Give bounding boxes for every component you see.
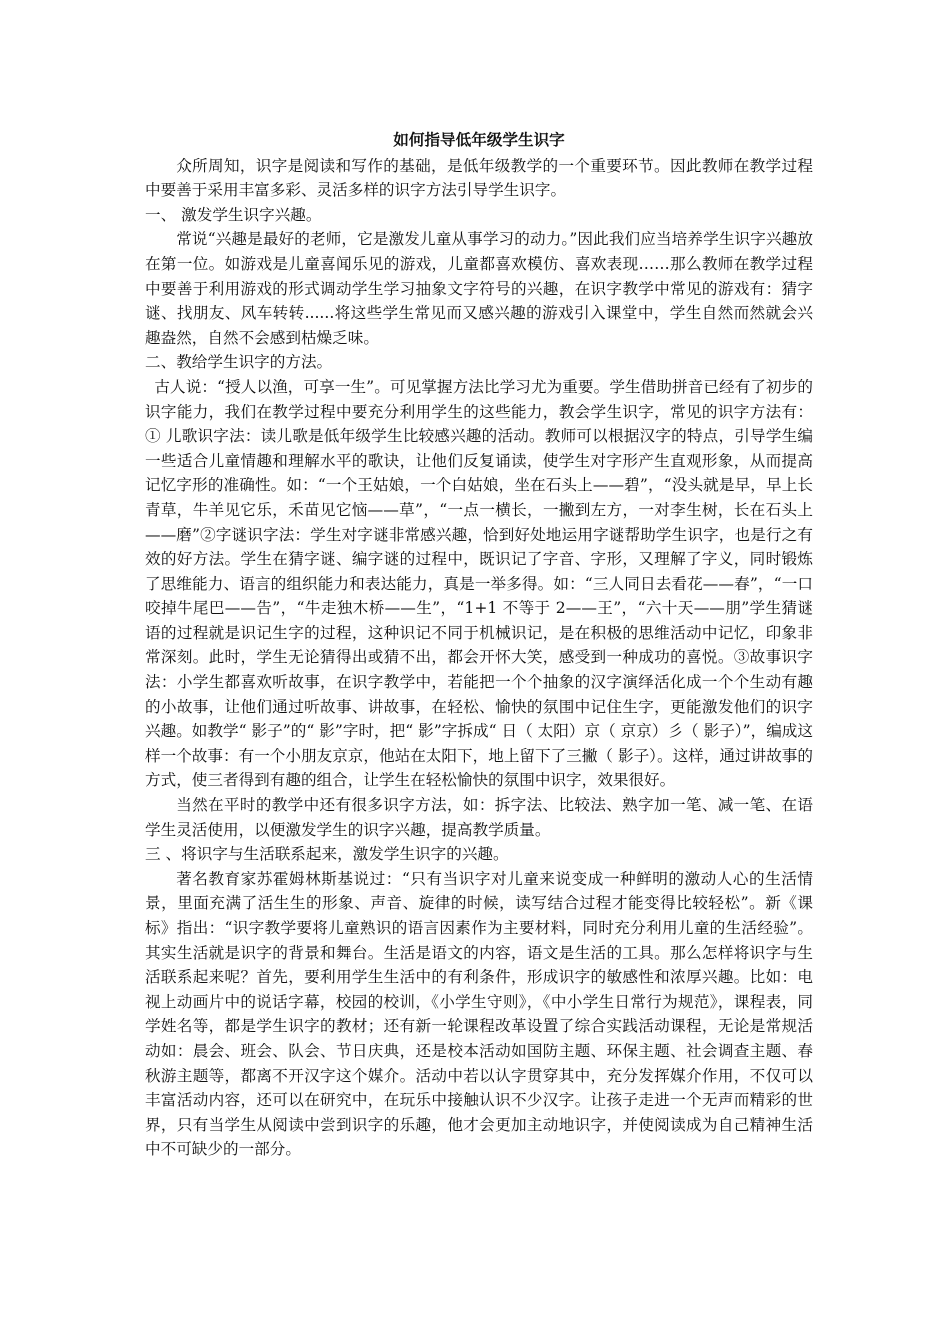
paragraph-section-1: 常说“兴趣是最好的老师，它是激发儿童从事学习的动力。”因此我们应当培养学生识字兴趣放在第一位。如游戏是儿童喜闻乐见的游戏，儿童都喜欢模仿、喜欢表现……那么教师在教学过程中要善于利用游戏的形式调动学生学习抽象文字符号的兴趣，在识字教学中常见的游戏有：猜字谜、找朋友、风车转转......将这些学生常见而又感兴趣的游戏引入课堂中，学生自然而然就会兴趣盎然，自然不会感到枯燥乏味。 [145, 230, 813, 347]
paragraph-section-2-methods: 古人说：“授人以渔，可享一生”。可见掌握方法比学习尤为重要。学生借助拼音已经有了初步的识字能力，我们在教学过程中要充分利用学生的这些能力，教会学生识字，常见的识字方法有：① 儿歌识字法：读儿歌是低年级学生比较感兴趣的活动。教师可以根据汉字的特点，引导学生编一些适合儿童情趣和理解水平的歌诀，让他们反复诵读，使学生对字形产生直观形象，从而提高记忆字形的准确性。如：“一个王姑娘，一个白姑娘，坐在石头上——碧”，“没头就是早，早上长青草，牛羊见它乐，禾苗见它恼——草”，“一点一横长，一撇到左方，一对李生树，长在石头上——磨”②字谜识字法：学生对字谜非常感兴趣，恰到好处地运用字谜帮助学生识字，也是行之有效的好方法。学生在猜字谜、编字谜的过程中，既识记了字音、字形，又理解了字义，同时锻炼了思维能力、语言的组织能力和表达能力，真是一举多得。如：“三人同日去看花——春”，“一口咬掉牛尾巴——告”，“牛走独木桥——生”，“1+1 不等于 2——王”，“六十天——朋”学生猜谜语的过程就是识记生字的过程，这种识记不同于机械识记，是在积极的思维活动中记忆，印象非常深刻。此时，学生无论猜得出或猜不出，都会开怀大笑，感受到一种成功的喜悦。③故事识字法：小学生都喜欢听故事，在识字教学中，若能把一个个抽象的汉字演绎活化成一个个生动有趣的小故事，让他们通过听故事、讲故事，在轻松、愉快的氛围中记住生字，更能激发他们的识字兴趣。如教学“ 影子”的“ 影”字时，把“ 影”字拆成“ 日（ 太阳）京（ 京京）彡（ 影子）”，编成这样一个故事：有一个小朋友京京，他站在太阳下，地上留下了三撇（ 影子）。这样，通过讲故事的方式，使三者得到有趣的组合，让学生在轻松愉快的氛围中识字，效果很好。 [145, 377, 813, 790]
document-page [145, 128, 813, 1162]
document-title: 如何指导低年级学生识字 [393, 130, 565, 149]
section-heading-1: 一、 激发学生识字兴趣。 [145, 205, 322, 224]
paragraph-section-3: 著名教育家苏霍姆林斯基说过：“只有当识字对儿童来说变成一种鲜明的激动人心的生活情景，里面充满了活生生的形象、声音、旋律的时候，读写结合过程才能变得比较轻松”。新《课标》指出：“识字教学要将儿童熟识的语言因素作为主要材料，同时充分利用儿童的生活经验”。其实生活就是识字的背景和舞台。生活是语文的内容，语文是生活的工具。那么怎样将识字与生活联系起来呢？首先，要利用学生生活中的有利条件，形成识字的敏感性和浓厚兴趣。比如：电视上动画片中的说话字幕，校园的校训，《小学生守则》，《中小学生日常行为规范》，课程表，同学姓名等，都是学生识字的教材；还有新一轮课程改革设置了综合实践活动课程，无论是常规活动如：晨会、班会、队会、节日庆典，还是校本活动如国防主题、环保主题、社会调查主题、春秋游主题等，都离不开汉字这个媒介。活动中若以认字贯穿其中，充分发挥媒介作用，不仅可以丰富活动内容，还可以在研究中，在玩乐中接触认识不少汉字。让孩子走进一个无声而精彩的世界，只有当学生从阅读中尝到识字的乐趣，他才会更加主动地识字，并使阅读成为自己精神生活中不可缺少的一部分。 [145, 869, 813, 1159]
paragraph-intro: 众所周知，识字是阅读和写作的基础，是低年级教学的一个重要环节。因此教师在教学过程中要善于采用丰富多彩、灵活多样的识字方法引导学生识字。 [145, 156, 813, 200]
section-heading-3: 三 、将识字与生活联系起来，激发学生识字的兴趣。 [145, 845, 509, 864]
paragraph-section-2-summary: 当然在平时的教学中还有很多识字方法，如：拆字法、比较法、熟字加一笔、减一笔、在语学生灵活使用，以便激发学生的识字兴趣，提高教学质量。 [145, 796, 813, 839]
section-heading-2: 二、教给学生识字的方法。 [145, 353, 333, 372]
